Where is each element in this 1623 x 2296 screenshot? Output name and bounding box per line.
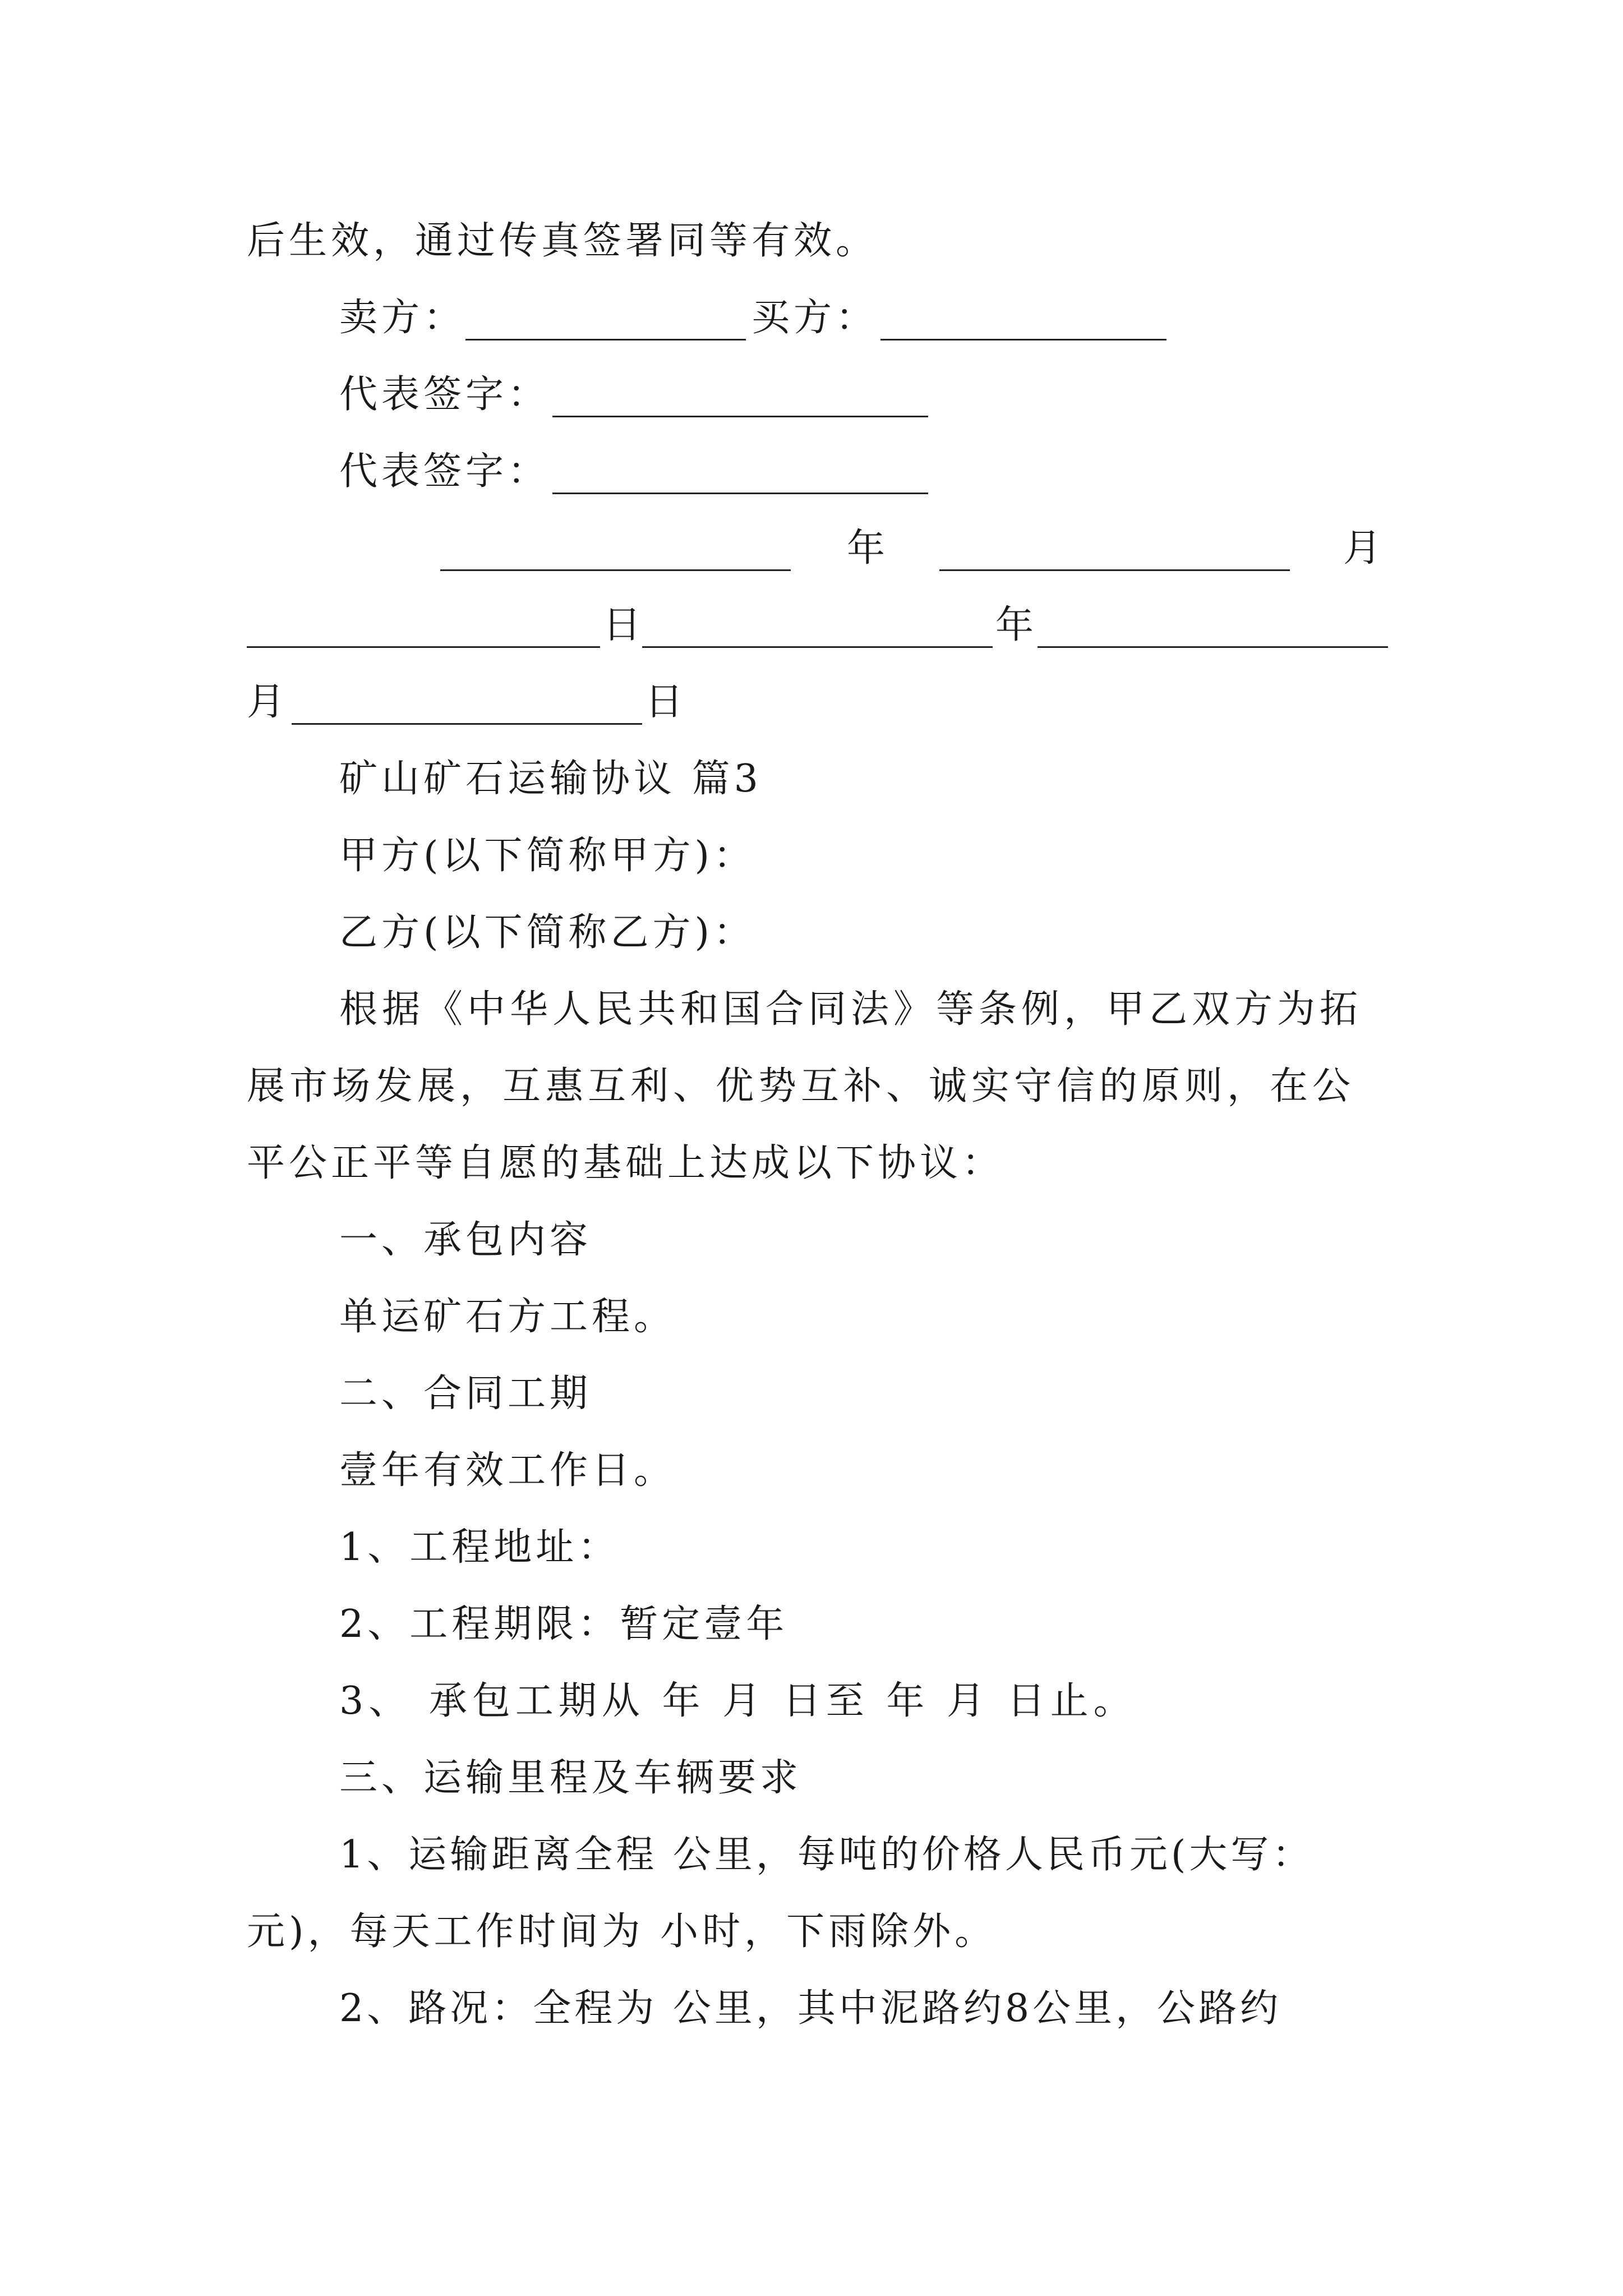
- section1-body: 单运矿石方工程。: [339, 1295, 676, 1339]
- party-b-line: 乙方(以下简称乙方)：: [339, 910, 756, 955]
- section3-item-2: 2、路况：全程为 公里，其中泥路约8公里，公路约: [339, 1986, 1282, 2031]
- rep-sign-label-2: 代表签字：: [339, 449, 550, 494]
- date-year-label-1: 年: [847, 526, 886, 570]
- party-a-line: 甲方(以下简称甲方)：: [339, 834, 756, 878]
- agreement-title: 矿山矿石运输协议 篇3: [339, 757, 762, 801]
- date-month-blank-2: [1038, 646, 1388, 648]
- section3-item-1-line-1: 1、运输距离全程 公里，每吨的价格人民币元(大写：: [339, 1833, 1314, 1877]
- section2-body: 壹年有效工作日。: [339, 1448, 676, 1493]
- buyer-signature-blank: [880, 339, 1166, 341]
- closing-line: 后生效，通过传真签署同等有效。: [247, 219, 878, 263]
- preamble-line-1: 根据《中华人民共和国合同法》等条例，甲乙双方为拓: [339, 987, 1363, 1032]
- section2-item-1: 1、工程地址：: [339, 1525, 620, 1570]
- section3-heading: 三、运输里程及车辆要求: [339, 1756, 803, 1800]
- rep-sign-label-1: 代表签字：: [339, 372, 550, 417]
- buyer-label: 买方：: [751, 296, 878, 340]
- date-year-blank-1: [440, 569, 791, 571]
- seller-label: 卖方：: [339, 296, 466, 340]
- section2-heading: 二、合同工期: [339, 1372, 592, 1416]
- section2-item-3: 3、 承包工期从 年 月 日至 年 月 日止。: [339, 1679, 1137, 1723]
- date-year-blank-2: [642, 646, 993, 648]
- date-month-blank-1: [939, 569, 1290, 571]
- rep-sign-blank-1: [552, 416, 928, 417]
- date-month-label-1: 月: [1343, 526, 1382, 570]
- rep-sign-blank-2: [552, 493, 928, 494]
- date-month-label-2: 月: [247, 680, 285, 724]
- date-year-label-2: 年: [995, 603, 1034, 647]
- preamble-line-2: 展市场发展，互惠互利、优势互补、诚实守信的原则，在公: [247, 1064, 1355, 1108]
- section3-item-1-line-2: 元)，每天工作时间为 小时，下雨除外。: [247, 1910, 997, 1954]
- seller-signature-blank: [465, 339, 746, 341]
- section2-item-2: 2、工程期限：暂定壹年: [339, 1602, 789, 1646]
- date-day-label-1: 日: [603, 603, 642, 647]
- preamble-line-3: 平公正平等自愿的基础上达成以下协议：: [247, 1141, 1004, 1185]
- date-day-blank-2: [292, 723, 642, 725]
- date-day-label-2: 日: [645, 680, 684, 724]
- section1-heading: 一、承包内容: [339, 1218, 592, 1262]
- date-day-blank-1: [247, 646, 600, 648]
